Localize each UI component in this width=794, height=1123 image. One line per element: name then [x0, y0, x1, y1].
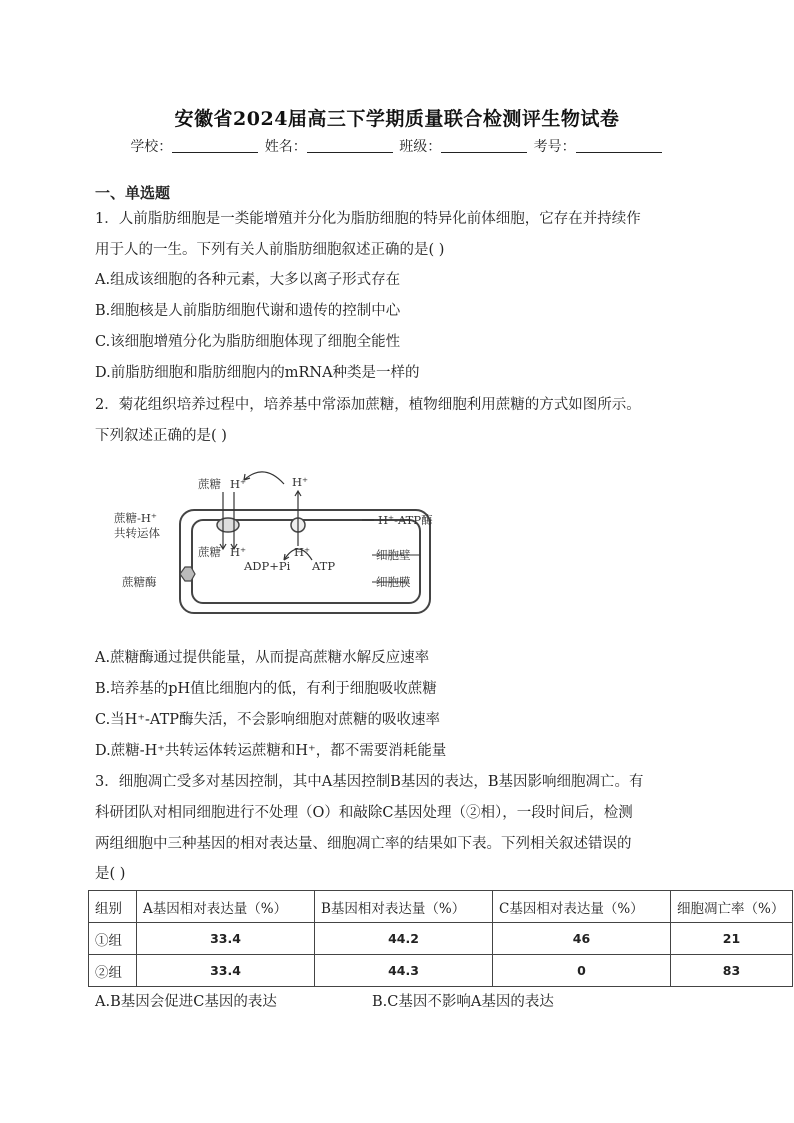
q2-option-b: B.培养基的pH值比细胞内的低，有利于细胞吸收蔗糖 — [95, 681, 437, 697]
table-cell: 83 — [671, 955, 793, 987]
q1-option-a: A.组成该细胞的各种元素，大多以离子形式存在 — [95, 272, 401, 288]
name-label: 姓名： — [264, 139, 307, 155]
cotransporter-shape — [217, 518, 239, 532]
label-h-top: H⁺ — [230, 477, 247, 491]
table-header-cell: 组别 — [89, 891, 137, 923]
name-field[interactable] — [307, 138, 393, 153]
table-cell: 44.2 — [315, 923, 493, 955]
table-row — [89, 955, 793, 987]
table-cell: 21 — [671, 923, 793, 955]
q1-option-b: B.细胞核是人前脂肪细胞代谢和遗传的控制中心 — [95, 303, 401, 319]
student-info-line — [0, 136, 794, 156]
q2-stem-line-2: 下列叙述正确的是( ) — [95, 428, 227, 444]
table-cell: ②组 — [89, 955, 137, 987]
q2-stem-line-1: 2．菊花组织培养过程中，培养基中常添加蔗糖，植物细胞利用蔗糖的方式如图所示。 — [95, 397, 641, 413]
class-field[interactable] — [441, 138, 527, 153]
label-cotransporter-2: 共转运体 — [114, 526, 160, 540]
label-h-pump-top: H⁺ — [292, 475, 309, 489]
table-header-row — [89, 891, 793, 923]
label-cotransporter-1: 蔗糖-H⁺ — [114, 511, 157, 525]
sucrase-shape — [180, 567, 195, 581]
page-title: 安徽省2024届高三下学期质量联合检测评生物试卷 — [174, 108, 620, 130]
h-return-arrow — [244, 472, 284, 484]
section-heading: 一、单选题 — [95, 184, 171, 202]
label-atp: ATP — [312, 559, 336, 573]
q3-stem-line-3: 两组细胞中三种基因的相对表达量、细胞凋亡率的结果如下表。下列相关叙述错误的 — [95, 836, 632, 852]
table-cell: 0 — [493, 955, 671, 987]
sucrose-transport-diagram — [112, 460, 457, 630]
label-atpase: H⁺-ATP酶 — [378, 513, 433, 527]
label-adp-pi: ADP+Pi — [244, 559, 291, 573]
label-sucrase: 蔗糖酶 — [122, 575, 157, 589]
label-h-pump-inner: H⁺ — [294, 545, 311, 559]
label-sucrose-top: 蔗糖 — [198, 477, 221, 491]
table-cell: 46 — [493, 923, 671, 955]
label-h-inner: H⁺ — [230, 545, 247, 559]
q1-option-d: D.前脂肪细胞和脂肪细胞内的mRNA种类是一样的 — [95, 365, 420, 381]
table-cell: 33.4 — [137, 955, 315, 987]
table-cell: 44.3 — [315, 955, 493, 987]
school-label: 学校： — [130, 139, 173, 155]
q3-option-b: B.C基因不影响A基因的表达 — [372, 994, 554, 1010]
q1-stem-line-1: 1．人前脂肪细胞是一类能增殖并分化为脂肪细胞的特异化前体细胞，它存在并持续作 — [95, 211, 641, 227]
label-cell-membrane: 细胞膜 — [376, 575, 411, 589]
exam-no-label: 考号： — [533, 139, 576, 155]
exam-no-field[interactable] — [576, 138, 662, 153]
q1-option-c: C.该细胞增殖分化为脂肪细胞体现了细胞全能性 — [95, 334, 401, 350]
table-cell: ①组 — [89, 923, 137, 955]
table-header-cell: C基因相对表达量（%） — [493, 891, 671, 923]
table-header-cell: B基因相对表达量（%） — [315, 891, 493, 923]
q3-option-a: A.B基因会促进C基因的表达 — [95, 994, 277, 1010]
label-sucrose-inner: 蔗糖 — [198, 545, 221, 559]
q1-stem-line-2: 用于人的一生。下列有关人前脂肪细胞叙述正确的是( ) — [95, 242, 445, 258]
q2-option-a: A.蔗糖酶通过提供能量，从而提高蔗糖水解反应速率 — [95, 650, 430, 666]
table-header-cell: 细胞凋亡率（%） — [671, 891, 793, 923]
class-label: 班级： — [399, 139, 442, 155]
q3-stem-line-4: 是( ) — [95, 866, 126, 882]
q2-option-d: D.蔗糖-H⁺共转运体转运蔗糖和H⁺，都不需要消耗能量 — [95, 743, 447, 759]
gene-expression-table — [88, 890, 793, 987]
table-cell: 33.4 — [137, 923, 315, 955]
q3-stem-line-2: 科研团队对相同细胞进行不处理（O）和敲除C基因处理（②相），一段时间后，检测 — [95, 805, 633, 821]
table-row — [89, 923, 793, 955]
q2-option-c: C.当H⁺-ATP酶失活，不会影响细胞对蔗糖的吸收速率 — [95, 712, 440, 728]
label-cell-wall: 细胞壁 — [376, 548, 411, 562]
table-header-cell: A基因相对表达量（%） — [137, 891, 315, 923]
q3-stem-line-1: 3．细胞凋亡受多对基因控制，其中A基因控制B基因的表达，B基因影响细胞凋亡。有 — [95, 774, 644, 790]
school-field[interactable] — [172, 138, 258, 153]
